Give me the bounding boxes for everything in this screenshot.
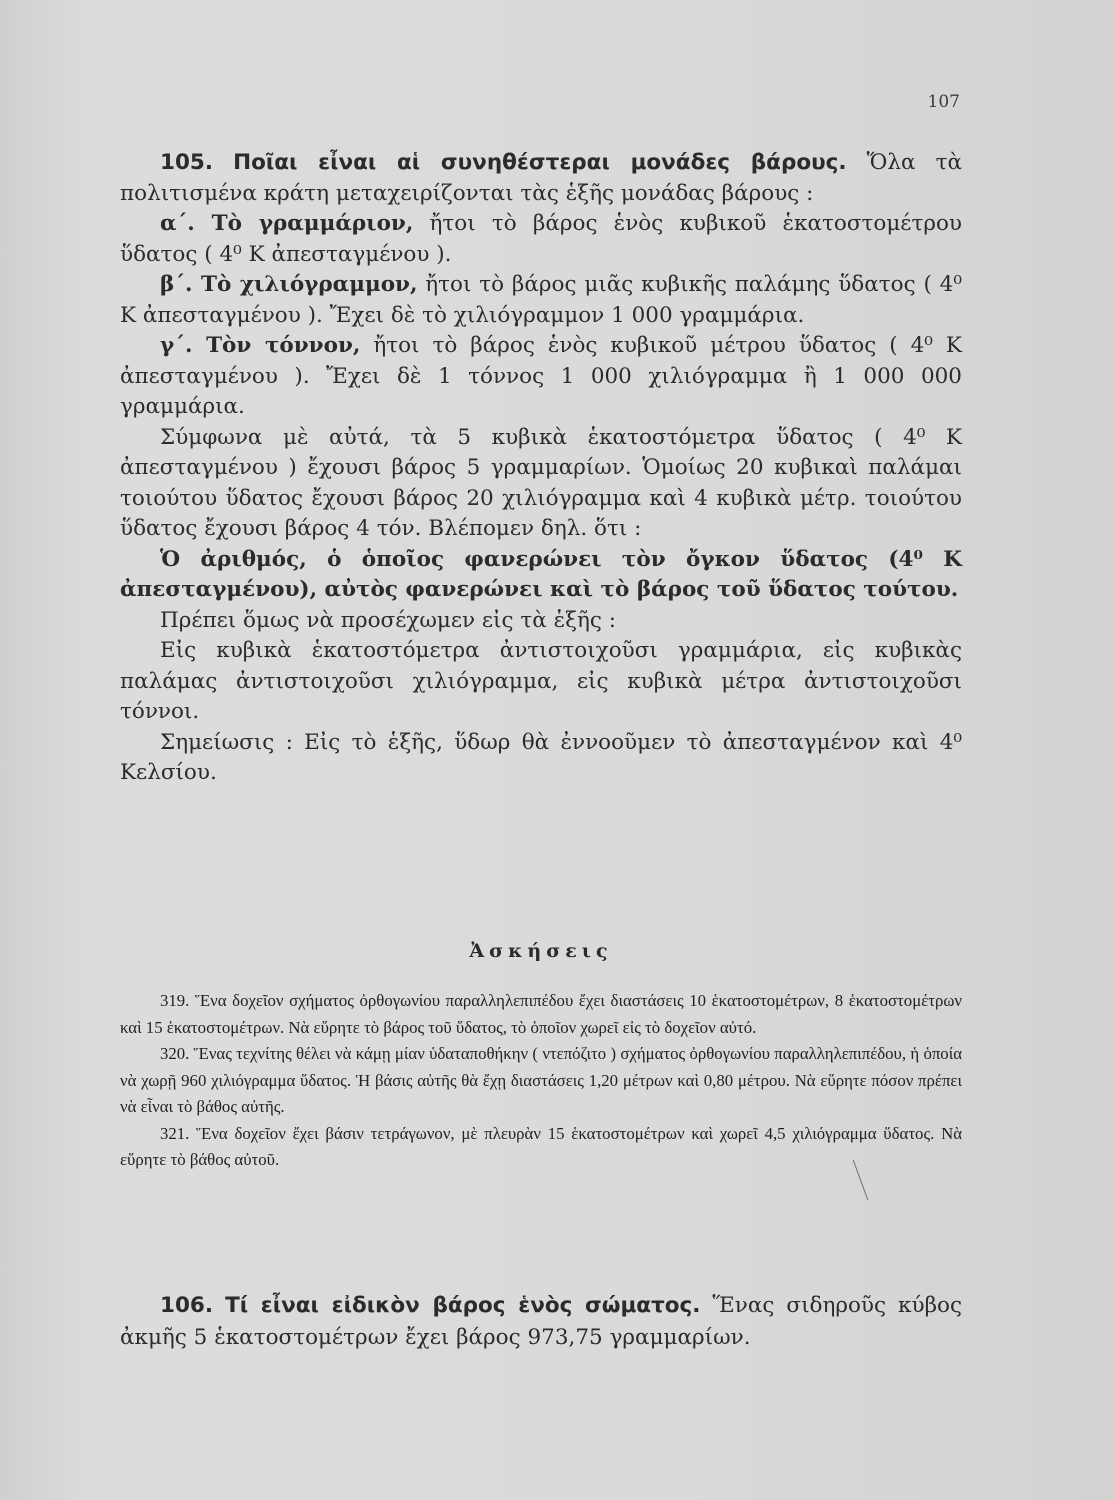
unit-item-ton	[120, 331, 962, 423]
exercise-319: 319. Ἕνα δοχεῖον σχήματος ὀρθογωνίου παραλληλεπιπέδου ἔχει διαστάσεις 10 ἑκατοστομέτρων, 8 ἑκατοστομέτρων καὶ 15 ἑκατοστομέτρων. Νὰ εὕρητε τὸ βάρος τοῦ ὕδατος, τὸ ὁποῖον χωρεῖ εἰς τὸ δοχεῖον αὐτό.	[120, 991, 962, 1037]
paragraph-attention: Πρέπει ὅμως νὰ προσέχωμεν εἰς τὰ ἑξῆς :	[160, 607, 616, 633]
unit-text-gram: ἤτοι τὸ βάρος ἑνὸς κυβικοῦ ἑκατοστομέτρου ὕδατος ( 4⁰ Κ ἀπεσταγμένου ).	[120, 211, 962, 267]
bold-statement: Ὁ ἀριθμός, ὁ ὁποῖος φανερώνει τὸν ὄγκον ὕδατος (4⁰ Κ ἀπεσταγμένου), αὐτὸς φανερώνει καὶ τὸ βάρος τοῦ ὕδατος τούτου.	[120, 546, 962, 602]
section-105-intro-paragraph	[120, 148, 962, 209]
section-105-number: 105.	[160, 150, 214, 175]
unit-item-kilogram	[120, 270, 962, 331]
unit-label-kilogram: β΄. Τὸ χιλιόγραμμον,	[160, 272, 418, 297]
section-105-question: Ποῖαι εἶναι αἱ συνηθέστεραι μονάδες βάρους.	[233, 150, 847, 175]
exercise-320: 320. Ἕνας τεχνίτης θέλει νὰ κάμῃ μίαν ὑδαταποθήκην ( ντεπόζιτο ) σχήματος ὀρθογωνίου παραλληλεπιπέδου, ἡ ὁποία νὰ χωρῇ 960 χιλιόγραμμα ὕδατος. Ἡ βάσις αὐτῆς θὰ ἔχῃ διαστάσεις 1,20 μέτρων καὶ 0,80 μέτρου. Νὰ εὕρητε πόσον πρέπει νὰ εἶναι τὸ βάθος αὐτῆς.	[120, 1044, 962, 1116]
paragraph-correspondence: Εἰς κυβικὰ ἑκατοστόμετρα ἀντιστοιχοῦσι γραμμάρια, εἰς κυβικὰς παλάμας ἀντιστοιχοῦσι χιλιόγραμμα, εἰς κυβικὰ μέτρα ἀντιστοιχοῦσι τόννοι.	[120, 638, 962, 724]
section-105-intro: Ὅλα τὰ πολιτισμένα κράτη μεταχειρίζονται τὰς ἑξῆς μονάδας βάρους :	[120, 150, 963, 206]
page-number: 107	[927, 92, 960, 112]
unit-label-gram: α΄. Τὸ γραμμάριον,	[160, 211, 414, 236]
section-106	[120, 1290, 962, 1354]
section-106-paragraph	[120, 1290, 962, 1354]
section-106-question: Τί εἶναι εἰδικὸν βάρος ἑνὸς σώματος.	[225, 1293, 701, 1318]
unit-text-kilogram: ἤτοι τὸ βάρος μιᾶς κυβικῆς παλάμης ὕδατος ( 4⁰ Κ ἀπεσταγμένου ). Ἔχει δὲ τὸ χιλιόγραμμον 1 000 γραμμάρια.	[120, 272, 962, 328]
section-105	[120, 148, 962, 789]
section-106-text: Ἕνας σιδηροῦς κύβος ἀκμῆς 5 ἑκατοστομέτρων ἔχει βάρος 973,75 γραμμαρίων.	[120, 1293, 962, 1350]
exercises-heading: Ἀσκήσεις	[469, 940, 613, 962]
unit-label-ton: γ΄. Τὸν τόννον,	[160, 333, 361, 358]
exercises-list	[120, 988, 962, 1174]
exercise-321: 321. Ἕνα δοχεῖον ἔχει βάσιν τετράγωνον, μὲ πλευρὰν 15 ἑκατοστομέτρων καὶ χωρεῖ 4,5 χιλιόγραμμα ὕδατος. Νὰ εὕρητε τὸ βάθος αὐτοῦ.	[120, 1123, 962, 1169]
unit-item-gram	[120, 209, 962, 270]
unit-text-ton: ἤτοι τὸ βάρος ἑνὸς κυβικοῦ μέτρου ὕδατος ( 4⁰ Κ ἀπεσταγμένου ). Ἔχει δὲ 1 τόννος 1 000 χιλιόγραμμα ἢ 1 000 000 γραμμάρια.	[120, 333, 962, 419]
note-paragraph: Σημείωσις : Εἰς τὸ ἑξῆς, ὕδωρ θὰ ἐννοοῦμεν τὸ ἀπεσταγμένον καὶ 4⁰ Κελσίου.	[120, 729, 962, 785]
section-106-number: 106.	[160, 1293, 214, 1318]
paragraph-examples: Σύμφωνα μὲ αὐτά, τὰ 5 κυβικὰ ἑκατοστόμετρα ὕδατος ( 4⁰ Κ ἀπεσταγμένου ) ἔχουσι βάρος 5 γραμμαρίων. Ὁμοίως 20 κυβικαὶ παλάμαι τοιούτου ὕδατος ἔχουσι βάρος 20 χιλιόγραμμα καὶ 4 κυβικὰ μέτρ. τοιούτου ὕδατος ἔχουσι βάρος 4 τόν. Βλέπομεν δηλ. ὅτι :	[120, 424, 962, 541]
